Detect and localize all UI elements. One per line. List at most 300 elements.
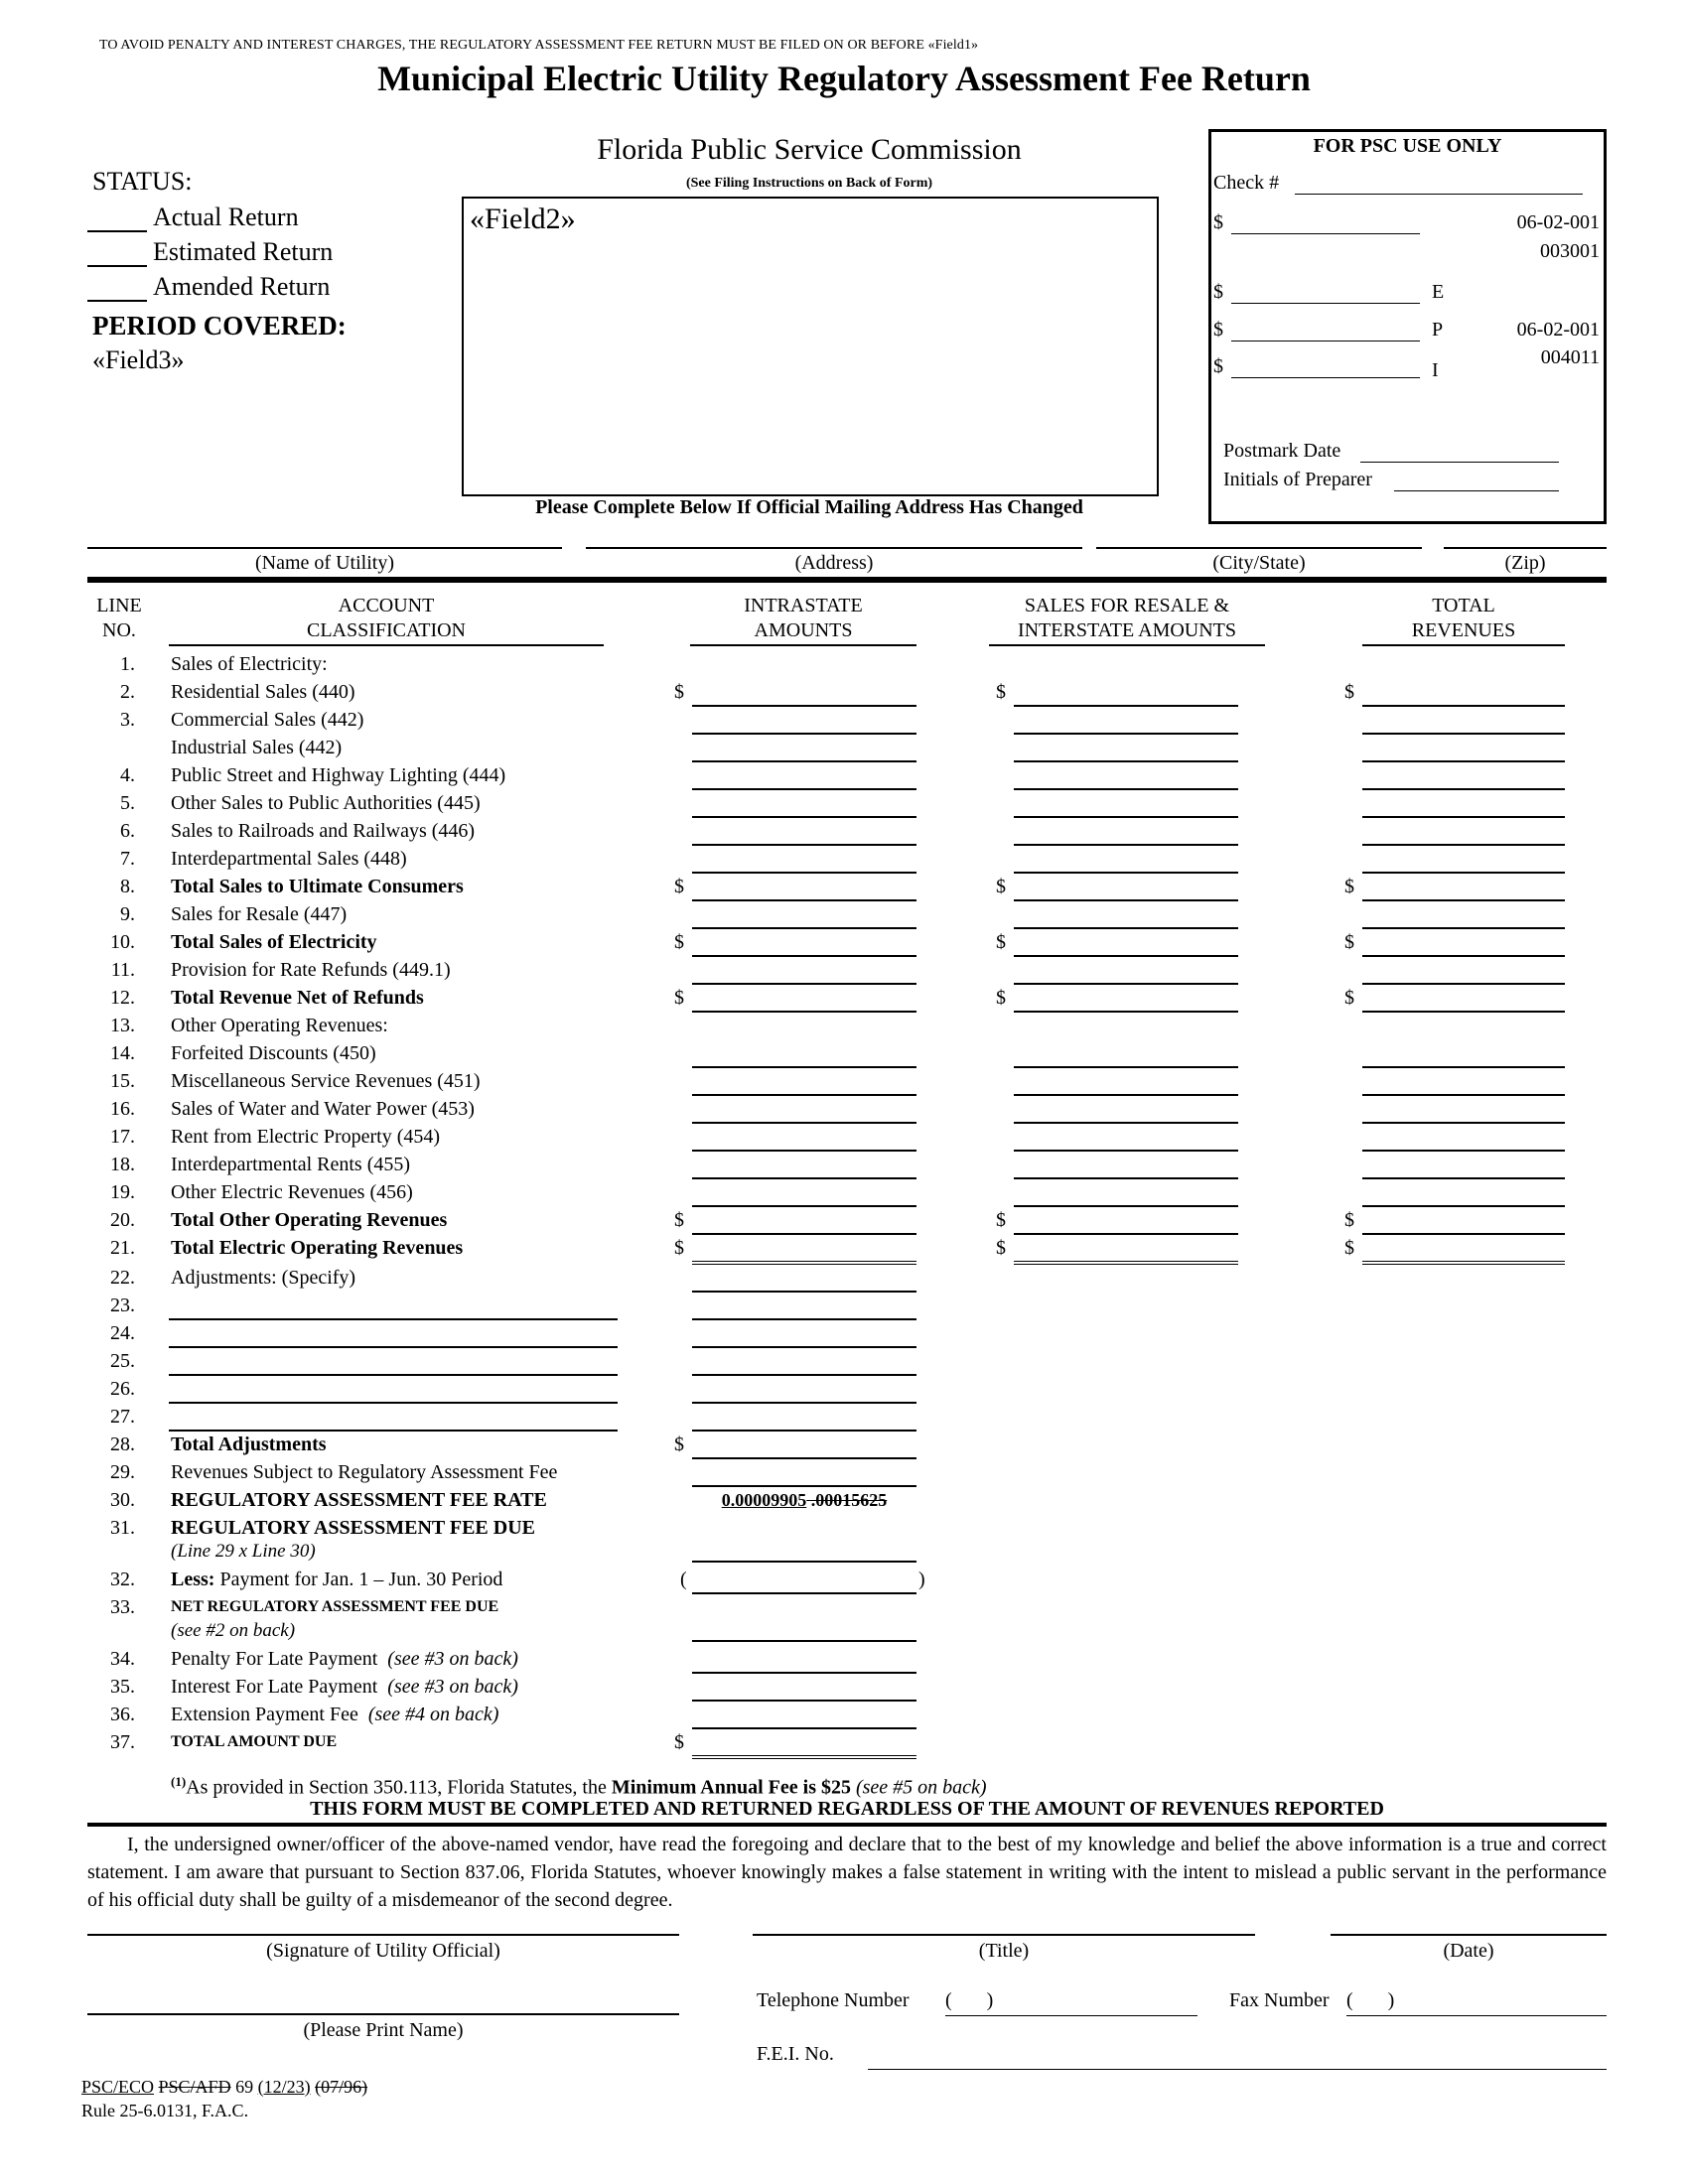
address-field: «Field2»: [470, 203, 576, 235]
line-label-text: Payment for Jan. 1 – Jun. 30 Period: [214, 1569, 503, 1590]
line-number: 15.: [110, 1070, 135, 1092]
line-label: [171, 1515, 535, 1541]
intrastate-amount-field[interactable]: [692, 1567, 916, 1594]
psc-amount-p[interactable]: [1213, 319, 1452, 344]
line-number: 6.: [120, 820, 135, 842]
line-label-text: Total Adjustments: [171, 1433, 327, 1455]
postmark-date-field[interactable]: [1223, 440, 1601, 466]
line-row: [0, 846, 1688, 874]
zip-line[interactable]: [1444, 547, 1607, 549]
line-number: 19.: [110, 1181, 135, 1203]
line-row: [0, 957, 1688, 985]
line-number: 31.: [110, 1517, 135, 1539]
address-label: (Address): [794, 552, 874, 574]
line-row: [0, 1235, 1688, 1263]
resale-amount-field[interactable]: [1014, 985, 1238, 1013]
dollar-sign: $: [674, 1237, 684, 1259]
col-total-1: TOTAL: [1432, 595, 1495, 616]
line-number: 12.: [110, 987, 135, 1009]
line-label-text: Other Operating Revenues:: [171, 1015, 388, 1036]
line-number: 28.: [110, 1433, 135, 1455]
line-number: 32.: [110, 1569, 135, 1590]
minimum-fee-footnote: [171, 1774, 987, 1800]
resale-amount-field[interactable]: [1014, 679, 1238, 707]
line-row: [0, 679, 1688, 707]
total-revenue-field[interactable]: [1362, 1207, 1565, 1235]
resale-amount-field[interactable]: [1014, 707, 1238, 735]
line-number: 3.: [120, 709, 135, 731]
intrastate-amount-field[interactable]: [692, 1729, 916, 1759]
resale-amount-field[interactable]: [1014, 1235, 1238, 1265]
intrastate-amount-field[interactable]: [692, 1432, 916, 1459]
col-line-no-1: LINE: [96, 595, 142, 616]
dollar-sign: $: [996, 1209, 1006, 1231]
total-revenue-field[interactable]: [1362, 818, 1565, 846]
psc-code-2b: 004011: [1540, 346, 1600, 368]
title-line[interactable]: [753, 1934, 1255, 1936]
line-row: [0, 1013, 1688, 1040]
form-number-a: PSC/ECO: [81, 2077, 155, 2097]
line-row: [0, 1459, 1688, 1487]
line-row: [0, 1376, 1688, 1404]
col-account-2: CLASSIFICATION: [306, 619, 467, 641]
adjustment-description-field[interactable]: [169, 1376, 618, 1404]
heavy-divider: [87, 577, 1607, 583]
utility-name-label: (Name of Utility): [255, 552, 394, 574]
dollar-sign: $: [1213, 319, 1223, 341]
line-number: 25.: [110, 1350, 135, 1372]
line-label: [171, 1729, 337, 1755]
line-label-text: Interdepartmental Sales (448): [171, 848, 407, 870]
total-revenue-field[interactable]: [1362, 1124, 1565, 1152]
fax-field[interactable]: [1229, 1989, 1607, 2019]
total-revenue-field[interactable]: [1362, 1235, 1565, 1265]
rule-citation: Rule 25-6.0131, F.A.C.: [81, 2101, 249, 2120]
resale-amount-field[interactable]: [1014, 762, 1238, 790]
dollar-sign: $: [996, 681, 1006, 703]
line-label-text: Commercial Sales (442): [171, 709, 364, 731]
line-number: 30.: [110, 1489, 135, 1511]
total-revenue-field[interactable]: [1362, 1179, 1565, 1207]
line-label: [171, 1487, 547, 1513]
fei-label: F.E.I. No.: [757, 2043, 834, 2065]
line-label: [171, 901, 347, 927]
intrastate-amount-field[interactable]: [692, 1096, 916, 1124]
col-total-2: REVENUES: [1411, 619, 1516, 641]
col-line-no-2: NO.: [102, 619, 136, 641]
total-revenue-field[interactable]: [1362, 901, 1565, 929]
psc-amount-1[interactable]: [1213, 211, 1432, 237]
line-label: [171, 1702, 498, 1727]
line-row: [0, 1348, 1688, 1376]
print-name-line[interactable]: [87, 2013, 679, 2015]
psc-use-only-box: [1208, 129, 1607, 524]
resale-amount-field[interactable]: [1014, 1207, 1238, 1235]
psc-box-title: FOR PSC USE ONLY: [1313, 135, 1502, 157]
page-title: Municipal Electric Utility Regulatory Assessment Fee Return: [377, 59, 1311, 98]
total-revenue-field[interactable]: [1362, 1040, 1565, 1068]
line-number: 23.: [110, 1295, 135, 1316]
intrastate-amount-field[interactable]: [692, 1459, 916, 1487]
line-number: 5.: [120, 792, 135, 814]
filing-deadline-notice: TO AVOID PENALTY AND INTEREST CHARGES, THE REGULATORY ASSESSMENT FEE RETURN MUST BE FILED ON OR BEFORE «Field1»: [99, 38, 979, 53]
intrastate-amount-field[interactable]: [692, 957, 916, 985]
line-label-text: Extension Payment Fee: [171, 1704, 358, 1725]
adjustment-description-field[interactable]: [169, 1293, 618, 1320]
resale-amount-field[interactable]: [1014, 1124, 1238, 1152]
psc-code-1b: 003001: [1540, 240, 1600, 262]
fax-label: Fax Number: [1229, 1989, 1330, 2011]
dollar-sign: $: [674, 681, 684, 703]
resale-amount-field[interactable]: [1014, 1152, 1238, 1179]
line-number: 33.: [110, 1596, 135, 1618]
form-number-d: (12/23): [257, 2077, 311, 2097]
line-row: [0, 1124, 1688, 1152]
col-line-no-header: [79, 594, 159, 643]
date-label: (Date): [1443, 1940, 1494, 1962]
city-state-line[interactable]: [1096, 547, 1422, 549]
line-label: [171, 929, 377, 955]
resale-amount-field[interactable]: [1014, 957, 1238, 985]
line-number: 11.: [110, 959, 135, 981]
col-intrastate-1: INTRASTATE: [744, 595, 863, 616]
intrastate-amount-field[interactable]: [692, 1702, 916, 1729]
total-revenue-field[interactable]: [1362, 707, 1565, 735]
col-intrastate-header: [690, 594, 916, 646]
fee-rate-value: [692, 1487, 916, 1513]
telephone-field[interactable]: [757, 1989, 1197, 2019]
line-row: [0, 762, 1688, 790]
line-label: [171, 707, 363, 733]
resale-amount-field[interactable]: [1014, 1179, 1238, 1207]
initials-label: Initials of Preparer: [1223, 469, 1372, 490]
line-row: [0, 1040, 1688, 1068]
line-label: [171, 1567, 502, 1592]
resale-amount-field[interactable]: [1014, 1040, 1238, 1068]
status-option-label: Estimated Return: [153, 237, 334, 266]
intrastate-amount-field[interactable]: [692, 679, 916, 707]
intrastate-amount-field[interactable]: [692, 1235, 916, 1265]
period-covered-label: PERIOD COVERED:: [92, 311, 347, 341]
line-label: [171, 957, 451, 983]
resale-amount-field[interactable]: [1014, 874, 1238, 901]
resale-amount-field[interactable]: [1014, 818, 1238, 846]
col-resale-header: [989, 594, 1265, 646]
line-row: [0, 985, 1688, 1013]
telephone-label: Telephone Number: [757, 1989, 910, 2011]
dollar-sign: $: [1344, 876, 1354, 897]
line-row: [0, 1096, 1688, 1124]
line-label: [171, 1207, 447, 1233]
paren-open: (: [680, 1569, 687, 1590]
intrastate-amount-field[interactable]: [692, 901, 916, 929]
line-label: [171, 762, 505, 788]
resale-amount-field[interactable]: [1014, 901, 1238, 929]
form-number-e: (07/96): [315, 2077, 368, 2097]
line-row: [0, 651, 1688, 679]
line-label-text: Total Sales of Electricity: [171, 931, 377, 953]
dollar-sign: $: [996, 931, 1006, 953]
fei-field[interactable]: [757, 2043, 1607, 2073]
line-label-text: Rent from Electric Property (454): [171, 1126, 441, 1148]
line-row: [0, 707, 1688, 735]
line-label-text: REGULATORY ASSESSMENT FEE DUE: [171, 1517, 535, 1539]
total-revenue-field[interactable]: [1362, 1152, 1565, 1179]
line-label: [171, 1265, 355, 1291]
psc-amount-i[interactable]: [1213, 355, 1452, 381]
letter-e: E: [1432, 281, 1445, 303]
line-row: [0, 874, 1688, 901]
line-note: (see #4 on back): [357, 1704, 499, 1725]
intrastate-amount-field[interactable]: [692, 707, 916, 735]
dollar-sign: $: [1213, 355, 1223, 377]
intrastate-amount-field[interactable]: [692, 1535, 916, 1563]
adjustment-description-field[interactable]: [169, 1404, 618, 1432]
intrastate-amount-field[interactable]: [692, 1404, 916, 1432]
line-label: [171, 985, 424, 1011]
fee-rate-old: .00015625: [806, 1490, 888, 1510]
dollar-sign: $: [674, 876, 684, 897]
line-label-text: Residential Sales (440): [171, 681, 355, 703]
line-number: 18.: [110, 1154, 135, 1175]
line-number: 7.: [120, 848, 135, 870]
intrastate-amount-field[interactable]: [692, 1124, 916, 1152]
line-row: [0, 1152, 1688, 1179]
line-label-text: Sales to Railroads and Railways (446): [171, 820, 476, 842]
date-line[interactable]: [1331, 1934, 1607, 1936]
line-label: [171, 1179, 413, 1205]
line-label: [171, 1646, 518, 1672]
declaration-text: I, the undersigned owner/officer of the above-named vendor, have read the foregoing and declare that to the best of my knowledge and belief the above information is a true and correct statement. I am aware that pursuant to Section 837.06, Florida Statutes, whoever knowingly makes a false statement in writing with the intent to mislead a public servant in the performance of his official duty shall be guilty of a misdemeanor of the second degree.: [87, 1834, 1607, 1911]
resale-amount-field[interactable]: [1014, 1096, 1238, 1124]
total-revenue-field[interactable]: [1362, 679, 1565, 707]
line-label-text: Total Other Operating Revenues: [171, 1209, 448, 1231]
status-actual[interactable]: [87, 203, 375, 234]
dollar-sign: $: [674, 987, 684, 1009]
intrastate-amount-field[interactable]: [692, 1320, 916, 1348]
line-label: [171, 1068, 481, 1094]
form-number-b: PSC/AFD: [158, 2077, 231, 2097]
total-revenue-field[interactable]: [1362, 957, 1565, 985]
intrastate-amount-field[interactable]: [692, 1376, 916, 1404]
form-number-c: 69: [235, 2077, 254, 2097]
notice-divider: [87, 1823, 1607, 1827]
line-row: [0, 1567, 1688, 1594]
line-row: [0, 901, 1688, 929]
total-revenue-field[interactable]: [1362, 1068, 1565, 1096]
intrastate-amount-field[interactable]: [692, 1614, 916, 1642]
total-revenue-field[interactable]: [1362, 874, 1565, 901]
line-sub-note: (see #2 on back): [171, 1620, 296, 1641]
dollar-sign: $: [996, 876, 1006, 897]
intrastate-amount-field[interactable]: [692, 929, 916, 957]
line-row: [0, 735, 1688, 762]
mailing-address-box[interactable]: [462, 197, 1159, 496]
line-row: [0, 1702, 1688, 1729]
line-label: [171, 874, 464, 899]
line-label-text: Revenues Subject to Regulatory Assessment Fee: [171, 1461, 558, 1483]
line-label-text: Interdepartmental Rents (455): [171, 1154, 411, 1175]
total-revenue-field[interactable]: [1362, 929, 1565, 957]
line-row: [0, 1320, 1688, 1348]
letter-p: P: [1432, 319, 1444, 341]
intrastate-amount-field[interactable]: [692, 1040, 916, 1068]
title-label: (Title): [978, 1940, 1030, 1962]
resale-amount-field[interactable]: [1014, 790, 1238, 818]
resale-amount-field[interactable]: [1014, 929, 1238, 957]
intrastate-amount-field[interactable]: [692, 1152, 916, 1179]
resale-amount-field[interactable]: [1014, 846, 1238, 874]
address-change-note: Please Complete Below If Official Mailing Address Has Changed: [535, 496, 1083, 518]
total-revenue-field[interactable]: [1362, 735, 1565, 762]
intrastate-amount-field[interactable]: [692, 1265, 916, 1293]
line-label-text: Other Sales to Public Authorities (445): [171, 792, 481, 814]
line-label: [171, 1013, 388, 1038]
line-number: 29.: [110, 1461, 135, 1483]
intrastate-amount-field[interactable]: [692, 818, 916, 846]
check-number-field[interactable]: [1213, 172, 1591, 198]
col-intrastate-2: AMOUNTS: [754, 619, 853, 641]
dollar-sign: $: [1344, 931, 1354, 953]
line-number: 24.: [110, 1322, 135, 1344]
status-option-label: Amended Return: [153, 272, 331, 301]
line-label-text: Penalty For Late Payment: [171, 1648, 378, 1670]
intrastate-amount-field[interactable]: [692, 874, 916, 901]
address-line[interactable]: [586, 547, 1082, 549]
line-label: [171, 790, 481, 816]
line-label-text: TOTAL AMOUNT DUE: [171, 1733, 338, 1750]
status-option-label: Actual Return: [153, 203, 299, 231]
line-row: [0, 818, 1688, 846]
line-number: 37.: [110, 1731, 135, 1753]
line-row: [0, 929, 1688, 957]
signature-label: (Signature of Utility Official): [266, 1940, 500, 1962]
intrastate-amount-field[interactable]: [692, 1207, 916, 1235]
col-total-header: [1362, 594, 1565, 646]
line-number: 8.: [120, 876, 135, 897]
line-number: 26.: [110, 1378, 135, 1400]
footnote-min-fee: Minimum Annual Fee is $25: [611, 1776, 851, 1799]
status-amended[interactable]: [87, 272, 375, 304]
dollar-sign: $: [1344, 1209, 1354, 1231]
line-row: [0, 1729, 1688, 1757]
dollar-sign: $: [674, 1731, 684, 1753]
adjustment-description-field[interactable]: [169, 1348, 618, 1376]
line-row: [0, 1179, 1688, 1207]
postmark-label: Postmark Date: [1223, 440, 1341, 462]
line-number: 4.: [120, 764, 135, 786]
line-label: [171, 1040, 376, 1066]
line-number: 1.: [120, 653, 135, 675]
intrastate-amount-field[interactable]: [692, 846, 916, 874]
intrastate-amount-field[interactable]: [692, 1348, 916, 1376]
line-label-text: Adjustments: (Specify): [171, 1267, 356, 1289]
line-note: (see #3 on back): [377, 1648, 518, 1670]
dollar-sign: $: [996, 1237, 1006, 1259]
check-label: Check #: [1213, 172, 1280, 194]
line-label: [171, 1459, 557, 1485]
intrastate-amount-field[interactable]: [692, 790, 916, 818]
must-complete-notice: THIS FORM MUST BE COMPLETED AND RETURNED REGARDLESS OF THE AMOUNT OF REVENUES REPORTED: [310, 1798, 1384, 1820]
paren-close: ): [918, 1569, 925, 1590]
psc-code-1a: 06-02-001: [1516, 211, 1600, 233]
zip-label: (Zip): [1504, 552, 1546, 574]
dollar-sign: $: [996, 987, 1006, 1009]
status-label: STATUS:: [92, 167, 193, 196]
resale-amount-field[interactable]: [1014, 1068, 1238, 1096]
signature-line[interactable]: [87, 1934, 679, 1936]
line-number: 9.: [120, 903, 135, 925]
psc-code-2a: 06-02-001: [1516, 319, 1600, 341]
line-label-text: Sales for Resale (447): [171, 903, 348, 925]
total-revenue-field[interactable]: [1362, 762, 1565, 790]
line-row: [0, 1265, 1688, 1293]
line-label-text: Forfeited Discounts (450): [171, 1042, 376, 1064]
city-state-label: (City/State): [1212, 552, 1306, 574]
line-number: 2.: [120, 681, 135, 703]
line-number: 35.: [110, 1676, 135, 1698]
psc-amount-e[interactable]: [1213, 281, 1452, 307]
intrastate-amount-field[interactable]: [692, 762, 916, 790]
instructions-note: (See Filing Instructions on Back of Form): [685, 176, 933, 191]
line-label: [171, 651, 328, 677]
status-estimated[interactable]: [87, 237, 375, 269]
line-label-text: Interest For Late Payment: [171, 1676, 378, 1698]
utility-name-line[interactable]: [87, 547, 562, 549]
line-number: 16.: [110, 1098, 135, 1120]
line-label-text: Total Revenue Net of Refunds: [171, 987, 424, 1009]
line-number: 22.: [110, 1267, 135, 1289]
line-row: [0, 790, 1688, 818]
line-label-text: Other Electric Revenues (456): [171, 1181, 413, 1203]
intrastate-amount-field[interactable]: [692, 1179, 916, 1207]
intrastate-amount-field[interactable]: [692, 1674, 916, 1702]
footnote-text-a: As provided in Section 350.113, Florida Statutes, the: [186, 1776, 612, 1799]
line-number: 34.: [110, 1648, 135, 1670]
resale-amount-field[interactable]: [1014, 735, 1238, 762]
line-number: 20.: [110, 1209, 135, 1231]
col-account-1: ACCOUNT: [338, 595, 435, 616]
line-number: 10.: [110, 931, 135, 953]
intrastate-amount-field[interactable]: [692, 985, 916, 1013]
total-revenue-field[interactable]: [1362, 1096, 1565, 1124]
line-label: [171, 679, 355, 705]
intrastate-amount-field[interactable]: [692, 1068, 916, 1096]
line-label: [171, 1124, 440, 1150]
period-covered-value: «Field3»: [92, 345, 185, 374]
line-number: 14.: [110, 1042, 135, 1064]
total-revenue-field[interactable]: [1362, 790, 1565, 818]
line-number: 36.: [110, 1704, 135, 1725]
line-number: 13.: [110, 1015, 135, 1036]
line-label: [171, 1432, 327, 1457]
line-label-text: Sales of Water and Water Power (453): [171, 1098, 475, 1120]
line-number: 27.: [110, 1406, 135, 1428]
fax-area-code: ( ): [1346, 1989, 1395, 2011]
intrastate-amount-field[interactable]: [692, 1293, 916, 1320]
dollar-sign: $: [674, 1433, 684, 1455]
line-row: [0, 1207, 1688, 1235]
intrastate-amount-field[interactable]: [692, 735, 916, 762]
adjustment-description-field[interactable]: [169, 1320, 618, 1348]
total-revenue-field[interactable]: [1362, 846, 1565, 874]
total-revenue-field[interactable]: [1362, 985, 1565, 1013]
initials-field[interactable]: [1223, 469, 1601, 494]
intrastate-amount-field[interactable]: [692, 1646, 916, 1674]
line-row: [0, 1594, 1688, 1641]
line-label-text: Total Electric Operating Revenues: [171, 1237, 464, 1259]
line-number: 17.: [110, 1126, 135, 1148]
